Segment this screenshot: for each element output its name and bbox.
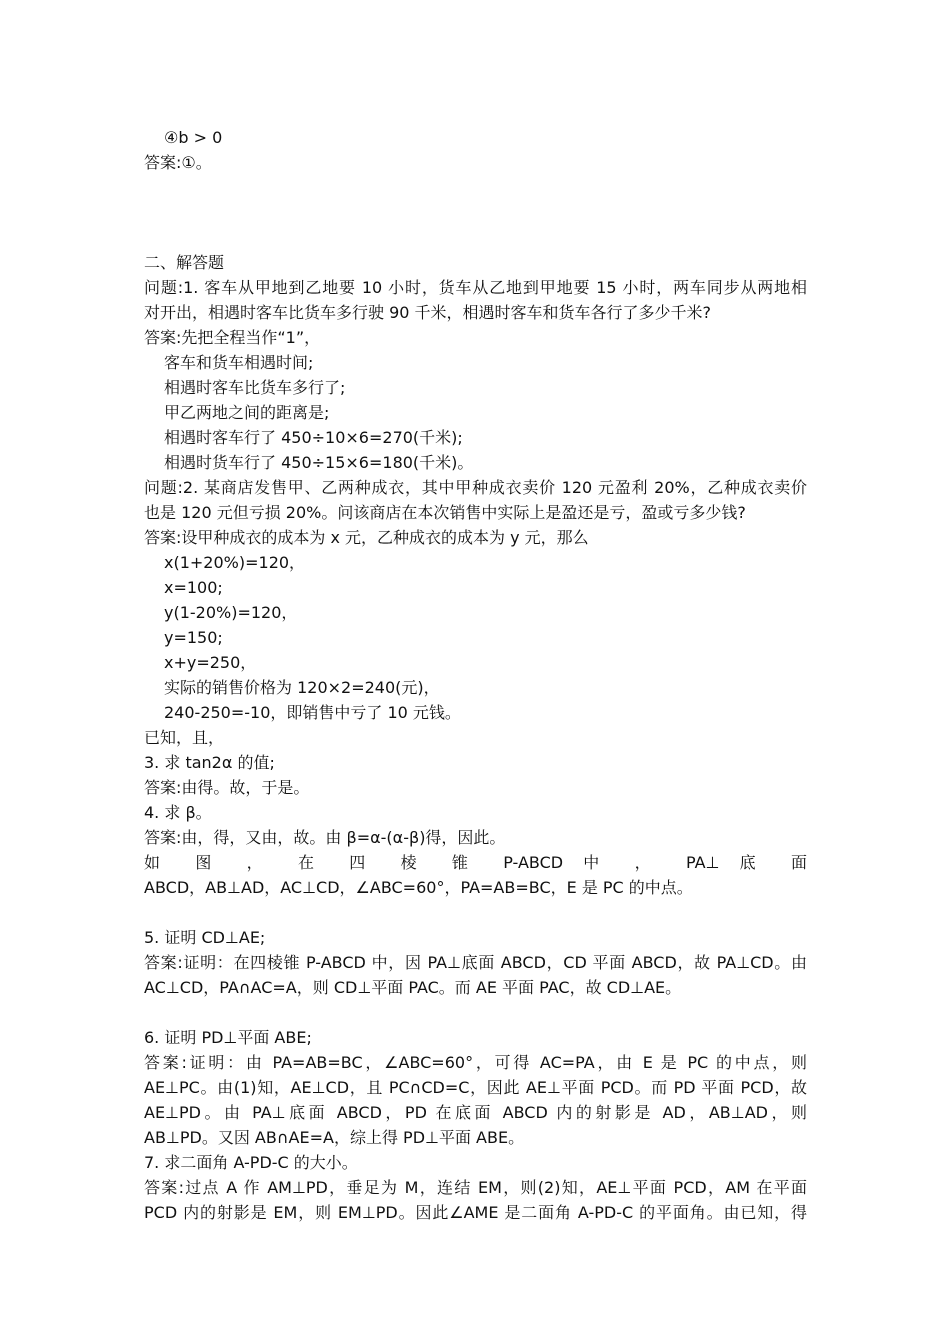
question-6: 6. 证明 PD⊥平面 ABE; — [144, 1028, 312, 1047]
answer-1-line-2: 客车和货车相遇时间; — [164, 353, 314, 372]
question-7: 7. 求二面角 A-PD-C 的大小。 — [144, 1153, 358, 1172]
answer-3: 答案:由得。故，于是。 — [144, 778, 310, 797]
answer-5-line-1: 答案:证明：在四棱锥 P-ABCD 中，因 PA⊥底面 ABCD，CD 平面 ABCD，故 PA⊥CD。由 — [144, 953, 807, 972]
answer-2-line-5: y=150; — [164, 628, 223, 647]
answer-6-line-2: AE⊥PC。由(1)知，AE⊥CD，且 PC∩CD=C，因此 AE⊥平面 PCD。而 PD 平面 PCD，故 — [144, 1078, 807, 1097]
question-1-line-1: 问题:1. 客车从甲地到乙地要 10 小时，货车从乙地到甲地要 15 小时，两车同步从两地相 — [144, 278, 807, 297]
question-5: 5. 证明 CD⊥AE; — [144, 928, 266, 947]
question-3: 3. 求 tan2α 的值; — [144, 753, 275, 772]
answer-2-line-3: x=100; — [164, 578, 223, 597]
answer-2-line-4: y(1-20%)=120， — [164, 603, 298, 622]
answer-1-line-3: 相遇时客车比货车多行了; — [164, 378, 346, 397]
answer-2-line-8: 240-250=-10，即销售中亏了 10 元钱。 — [164, 703, 461, 722]
answer-1-line-5: 相遇时客车行了 450÷10×6=270(千米); — [164, 428, 463, 447]
answer-7-line-2: PCD 内的射影是 EM，则 EM⊥PD。因此∠AME 是二面角 A-PD-C 的平面角。由已知，得 — [144, 1203, 807, 1222]
answer-6-line-3: AE⊥PD。由 PA⊥底面 ABCD，PD 在底面 ABCD 内的射影是 AD，AB⊥AD，则 — [144, 1103, 807, 1122]
option-4: ④b > 0 — [164, 128, 223, 147]
answer-5-line-2: AC⊥CD，PA∩AC=A，则 CD⊥平面 PAC。而 AE 平面 PAC，故 CD⊥AE。 — [144, 978, 682, 997]
question-2-line-1: 问题:2. 某商店发售甲、乙两种成衣，其中甲种成衣卖价 120 元盈利 20%，乙种成衣卖价 — [144, 478, 807, 497]
answer-1-line-1: 答案:先把全程当作“1”， — [144, 328, 321, 347]
pyramid-intro-line-2: ABCD，AB⊥AD，AC⊥CD，∠ABC=60°，PA=AB=BC，E 是 PC 的中点。 — [144, 878, 693, 897]
section-heading: 二、解答题 — [144, 253, 225, 272]
answer-2-line-7: 实际的销售价格为 120×2=240(元)， — [164, 678, 440, 697]
answer-2-line-1: 答案:设甲种成衣的成本为 x 元，乙种成衣的成本为 y 元，那么 — [144, 528, 589, 547]
answer-6-line-4: AB⊥PD。又因 AB∩AE=A，综上得 PD⊥平面 ABE。 — [144, 1128, 525, 1147]
given-line: 已知，且， — [144, 728, 225, 747]
answer-2-line-6: x+y=250， — [164, 653, 257, 672]
answer-2-line-2: x(1+20%)=120， — [164, 553, 306, 572]
answer-4: 答案:由，得，又由，故。由 β=α-(α-β)得，因此。 — [144, 828, 506, 847]
answer-1-line-4: 甲乙两地之间的距离是; — [164, 403, 330, 422]
answer-line: 答案:①。 — [144, 153, 212, 172]
question-2-line-2: 也是 120 元但亏损 20%。问该商店在本次销售中实际上是盈还是亏，盈或亏多少钱? — [144, 503, 746, 522]
question-1-line-2: 对开出，相遇时客车比货车多行驶 90 千米，相遇时客车和货车各行了多少千米? — [144, 303, 712, 322]
pyramid-intro-line-1: 如 图 ， 在 四 棱 锥 P-ABCD 中 ， PA⊥ 底 面 — [144, 853, 807, 872]
answer-6-line-1: 答案:证明：由 PA=AB=BC，∠ABC=60°，可得 AC=PA，由 E 是 PC 的中点，则 — [144, 1053, 807, 1072]
question-4: 4. 求 β。 — [144, 803, 212, 822]
answer-1-line-6: 相遇时货车行了 450÷15×6=180(千米)。 — [164, 453, 474, 472]
answer-7-line-1: 答案:过点 A 作 AM⊥PD，垂足为 M，连结 EM，则(2)知，AE⊥平面 PCD，AM 在平面 — [144, 1178, 807, 1197]
